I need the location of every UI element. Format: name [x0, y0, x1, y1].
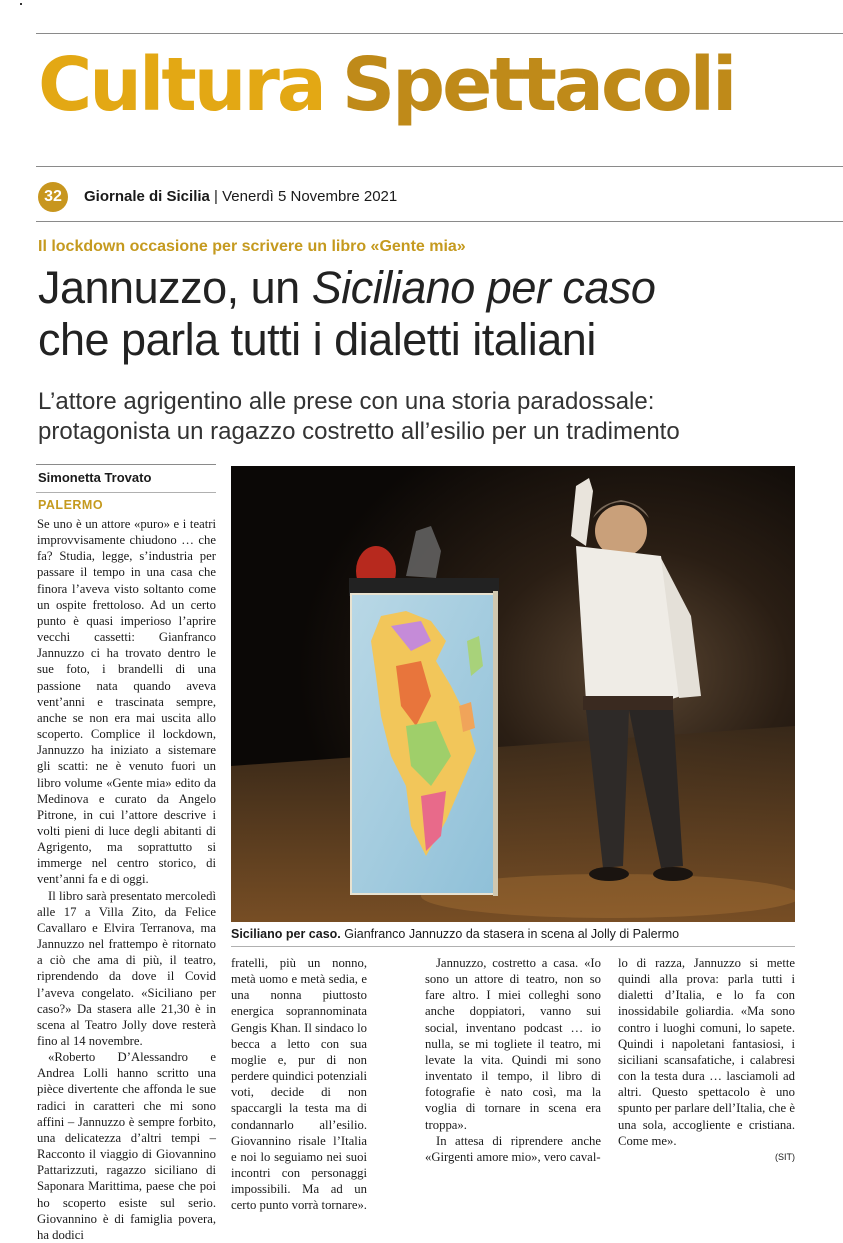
photo-caption	[231, 927, 679, 941]
page-number-badge: 32	[38, 182, 68, 212]
dateline-location: PALERMO	[38, 498, 104, 512]
paragraph: fratelli, più un nonno, metà uomo e metà sedia, e una nonna piuttosto energica soprannominata Gengis Khan. Il sindaco lo becca a letto con sua moglie e, pur di non perdere quindici potenziali voti, decide di non spaccargli la testa ma di condannarlo all’esilio. Giovannino risale l’Italia e noi lo seguiamo nei suoi incontri con personaggi impossibili. Ma ad un certo punto vorrà tornare».	[231, 956, 367, 1213]
byline-rule	[36, 464, 216, 465]
paragraph: In attesa di riprendere anche «Girgenti amore mio», vero caval-	[425, 1133, 601, 1164]
location-rule	[36, 492, 216, 493]
paragraph: Il libro sarà presentato mercoledì alle 17 a Villa Zito, da Felice Cavallaro e Elvira Terranova, ma Jannuzzo nel frattempo è ritornato a ciò che ama di più, il teatro, riprendendo da dove il Covid l’aveva congelato. «Siciliano per caso?» Da stasera alle 21,30 è in scena al Teatro Jolly dove resterà fino al 14 novembre.	[37, 888, 216, 1048]
masthead-rule	[36, 166, 843, 167]
article-photo	[231, 466, 795, 922]
headline-italic: Siciliano per caso	[311, 262, 656, 313]
article-headline	[38, 262, 655, 366]
section-word-spettacoli: Spettacoli	[341, 42, 735, 128]
article-column-3	[425, 955, 601, 1165]
caption-text: Gianfranco Jannuzzo da stasera in scena al Jolly di Palermo	[340, 927, 680, 941]
newspaper-name: Giornale di Sicilia	[84, 188, 210, 205]
article-subheadline	[38, 387, 680, 447]
headline-part-2: che parla tutti i dialetti italiani	[38, 314, 596, 365]
section-masthead	[38, 40, 734, 130]
subhead-line-2: protagonista un ragazzo costretto all’esilio per un tradimento	[38, 418, 680, 445]
paragraph: Jannuzzo, costretto a casa. «Io sono un attore di teatro, non so fare altro. I miei colleghi sono anche doppiatori, vanno sui social, inventano podcast … io nulla, se mi togliete il teatro, mi levate la vita. Quindi mi sono inventato il tempo, il libro di fotografie è nato così, ma la voglia di tornare in scena era troppa».	[425, 956, 601, 1132]
dateline	[84, 187, 397, 207]
dateline-rule	[36, 221, 843, 222]
section-word-cultura: Cultura	[38, 42, 324, 128]
article-column-4	[618, 955, 795, 1165]
article-column-1	[37, 516, 216, 1243]
scan-speck	[20, 3, 22, 5]
subhead-line-1: L’attore agrigentino alle prese con una storia paradossale:	[38, 388, 655, 415]
dateline-separator: |	[209, 188, 223, 205]
paragraph: «Roberto D’Alessandro e Andrea Lolli hanno scritto una pièce divertente che affonda le sue radici in caratteri che mi sono affini – Jannuzzo è sempre forbito, una delicatezza d’altri tempi – Racconto il viaggio di Giovannino Pattarizzuti, ragazzo siciliano di Saponara Marittima, paese che poi ho scoperto esiste sul serio. Giovannino è di famiglia povera, ha dodici	[37, 1050, 216, 1242]
byline: Simonetta Trovato	[38, 470, 152, 485]
top-rule	[36, 33, 843, 34]
caption-rule	[231, 946, 795, 947]
paragraph: Se uno è un attore «puro» e i teatri improvvisamente chiudono … che fa? Studia, legge, s’industria per passare il tempo in una casa che finora l’aveva visto soltanto come un ospite frettoloso. Ad un certo punto è quasi imperioso l’aprire vecchi cassetti: Gianfranco Jannuzzo ci ha trovato dentro le sue foto, i brandelli di una passione nata quando aveva vent’anni e trascinata sempre, anche se non era mai uscita allo scoperto. Complice il lockdown, Jannuzzo ha iniziato a sistemare gli scatti: ne è venuto fuori un libro volume «Gente mia» edito da Medinova e curato da Angelo Pitrone, in cui l’attore descrive i volti pieni di luce degli abitanti di Agrigento, ma soprattutto si immerge nel centro storico, di vent’anni fa e di oggi.	[37, 517, 216, 887]
headline-part-1: Jannuzzo, un	[38, 262, 312, 313]
paragraph: lo di razza, Jannuzzo si mette quindi alla prova: parla tutti i dialetti d’Italia, e lo fa con inossidabile goliardia. «Ma sono contro i luoghi comuni, lo sapete. Quindi i napoletani fantasiosi, i siciliani scansafatiche, i calabresi con la testa dura … lasciamoli ad altri. Questo spettacolo è uno spunto per parlare dell’Italia, che è una sola, accogliente e cristiana. Come me».	[618, 956, 795, 1148]
issue-date: Venerdì 5 Novembre 2021	[222, 188, 398, 205]
article-kicker: Il lockdown occasione per scrivere un libro «Gente mia»	[38, 238, 466, 255]
caption-title: Siciliano per caso.	[231, 927, 341, 941]
article-column-2	[231, 955, 367, 1214]
author-initials: (SIT)	[775, 1151, 795, 1162]
